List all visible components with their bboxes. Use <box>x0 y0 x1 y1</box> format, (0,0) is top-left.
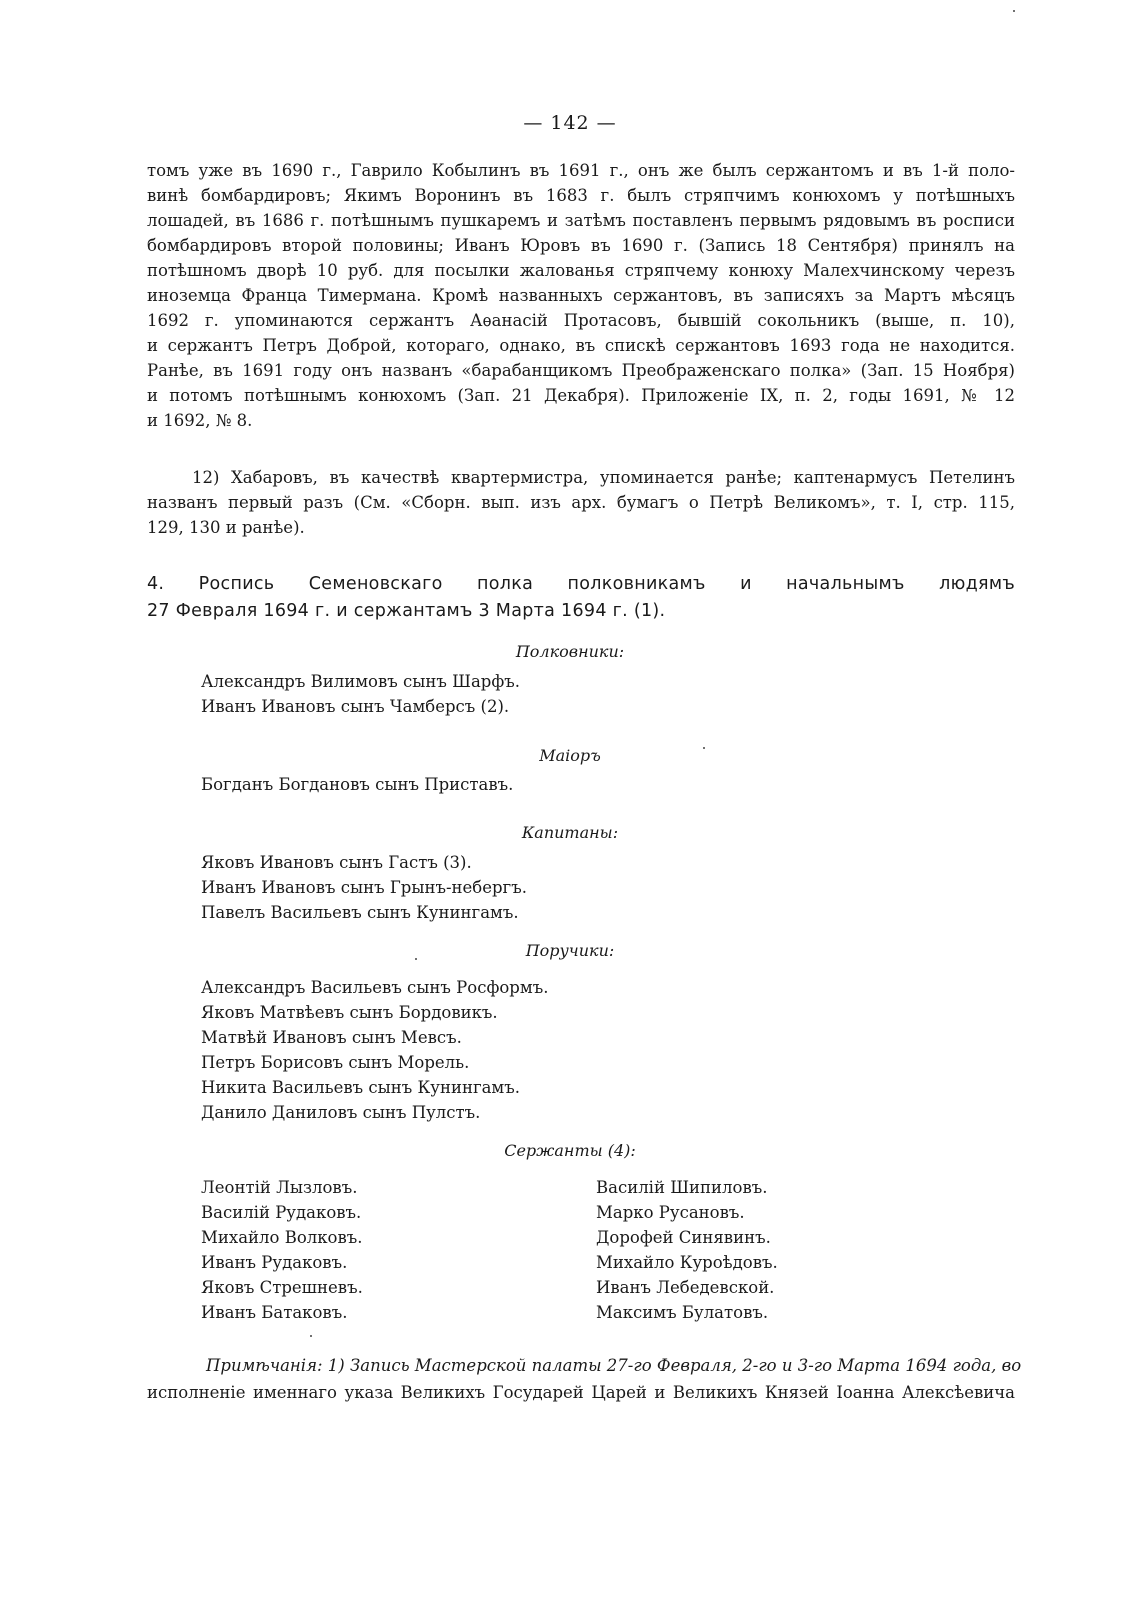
scan-speck <box>703 747 705 749</box>
text-line: бомбардировъ второй половины; Иванъ Юровъ въ 1690 г. (Запись 18 Сентября) принялъ на <box>147 236 1015 255</box>
list-item: Максимъ Булатовъ. <box>596 1303 769 1322</box>
text-line: потѣшномъ дворѣ 10 руб. для посылки жалованья стряпчему конюху Малехчинскому черезъ <box>147 261 1015 280</box>
note-line: Примѣчанія: 1) Запись Мастерской палаты 27-го Февраля, 2-го и 3-го Марта 1694 года, во <box>206 1356 1022 1375</box>
text-line: и 1692, № 8. <box>147 411 253 430</box>
list-item: Петръ Борисовъ сынъ Морель. <box>201 1053 470 1072</box>
list-item: Павелъ Васильевъ сынъ Кунингамъ. <box>201 903 519 922</box>
section-title-lieutenants: Поручики: <box>525 941 615 960</box>
list-item: Михайло Волковъ. <box>201 1228 363 1247</box>
section-title-colonels: Полковники: <box>515 642 625 661</box>
list-item: Дорофей Синявинъ. <box>596 1228 771 1247</box>
list-item: Леонтій Лызловъ. <box>201 1178 358 1197</box>
list-item: Иванъ Рудаковъ. <box>201 1253 348 1272</box>
scan-speck <box>310 1335 312 1337</box>
heading-line: 27 Февраля 1694 г. и сержантамъ 3 Марта 1694 г. (1). <box>147 601 666 621</box>
list-item: Богданъ Богдановъ сынъ Приставъ. <box>201 775 514 794</box>
section-title-sergeants: Сержанты (4): <box>504 1141 636 1160</box>
list-item: Данило Даниловъ сынъ Пулстъ. <box>201 1103 481 1122</box>
note-line: исполненіе именнаго указа Великихъ Государей Царей и Великихъ Князей Іоанна Алексѣевича <box>147 1383 1015 1402</box>
section-title-major: Маіоръ <box>539 746 601 765</box>
text-line: 12) Хабаровъ, въ качествѣ квартермистра, упоминается ранѣе; каптенармусъ Петелинъ <box>192 468 1015 487</box>
page-number: — 142 — <box>523 112 617 134</box>
scan-speck <box>415 958 417 960</box>
text-line: 129, 130 и ранѣе). <box>147 518 305 537</box>
text-line: иноземца Франца Тимермана. Кромѣ названныхъ сержантовъ, въ записяхъ за Мартъ мѣсяцъ <box>147 286 1015 305</box>
list-item: Иванъ Лебедевской. <box>596 1278 775 1297</box>
heading-line: 4. Роспись Семеновскаго полка полковникамъ и начальнымъ людямъ <box>147 574 1015 594</box>
text-line: Ранѣе, въ 1691 году онъ названъ «барабанщикомъ Преображенскаго полка» (Зап. 15 Ноября) <box>147 361 1015 380</box>
list-item: Яковъ Стрешневъ. <box>201 1278 363 1297</box>
list-item: Иванъ Ивановъ сынъ Чамберсъ (2). <box>201 697 510 716</box>
list-item: Никита Васильевъ сынъ Кунингамъ. <box>201 1078 521 1097</box>
list-item: Александръ Васильевъ сынъ Росформъ. <box>201 978 549 997</box>
list-item: Александръ Вилимовъ сынъ Шарфъ. <box>201 672 520 691</box>
list-item: Михайло Куроѣдовъ. <box>596 1253 778 1272</box>
text-line: 1692 г. упоминаются сержантъ Аѳанасій Протасовъ, бывшій сокольникъ (выше, п. 10), <box>147 311 1015 330</box>
list-item: Яковъ Матвѣевъ сынъ Бордовикъ. <box>201 1003 498 1022</box>
list-item: Василій Рудаковъ. <box>201 1203 362 1222</box>
text-line: томъ уже въ 1690 г., Гаврило Кобылинъ въ 1691 г., онъ же былъ сержантомъ и въ 1-й поло- <box>147 161 1015 180</box>
list-item: Матвѣй Ивановъ сынъ Мевсъ. <box>201 1028 462 1047</box>
text-line: винѣ бомбардировъ; Якимъ Воронинъ въ 1683 г. былъ стряпчимъ конюхомъ у потѣшныхъ <box>147 186 1015 205</box>
scan-speck <box>1013 10 1015 12</box>
list-item: Марко Русановъ. <box>596 1203 745 1222</box>
text-line: и сержантъ Петръ Доброй, котораго, однако, въ спискѣ сержантовъ 1693 года не находится. <box>147 336 1015 355</box>
text-line: названъ первый разъ (См. «Сборн. вып. изъ арх. бумагъ о Петрѣ Великомъ», т. I, стр. 115, <box>147 493 1015 512</box>
section-title-captains: Капитаны: <box>521 823 619 842</box>
list-item: Яковъ Ивановъ сынъ Гастъ (3). <box>201 853 472 872</box>
text-line: лошадей, въ 1686 г. потѣшнымъ пушкаремъ и затѣмъ поставленъ первымъ рядовымъ въ росписи <box>147 211 1015 230</box>
text-line: и потомъ потѣшнымъ конюхомъ (Зап. 21 Декабря). Приложеніе IX, п. 2, годы 1691, № 12 <box>147 386 1015 405</box>
list-item: Иванъ Ивановъ сынъ Грынъ-небергъ. <box>201 878 527 897</box>
list-item: Василій Шипиловъ. <box>596 1178 768 1197</box>
list-item: Иванъ Батаковъ. <box>201 1303 348 1322</box>
